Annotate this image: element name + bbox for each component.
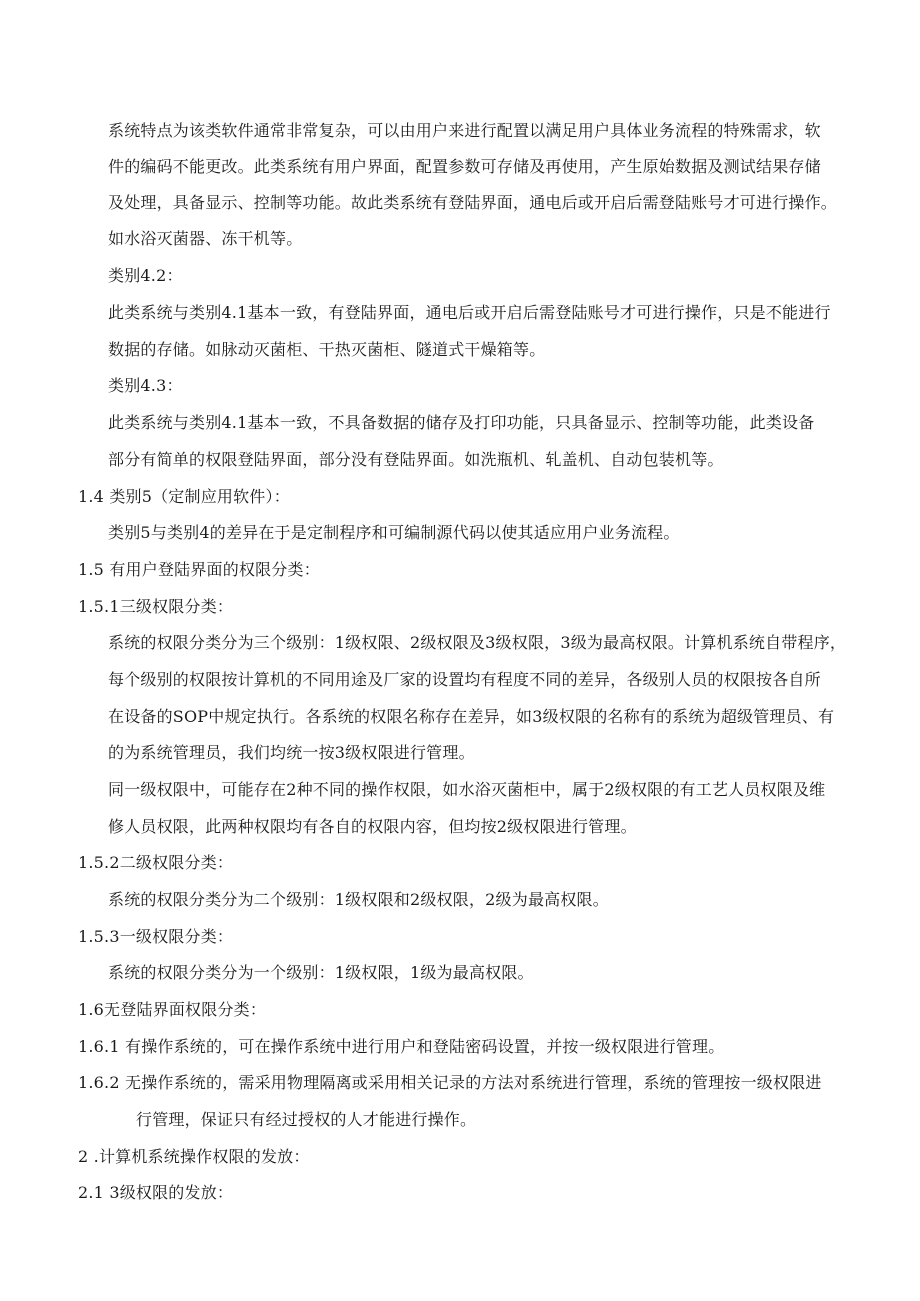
section-heading: 1.4 类别5（定制应用软件）： [78,487,290,506]
paragraph-line: 如水浴灭菌器、冻干机等。 [108,229,303,248]
paragraph-line: 数据的存储。如脉动灭菌柜、干热灭菌柜、隧道式干燥箱等。 [108,340,546,359]
paragraph-line: 系统的权限分类分为二个级别：1级权限和2级权限，2级为最高权限。 [108,890,609,909]
section-heading: 类别4.3： [108,376,183,395]
paragraph-line: 类别5与类别4的差异在于是定制程序和可编制源代码以使其适应用户业务流程。 [108,523,680,542]
paragraph-line: 系统的权限分类分为三个级别：1级权限、2级权限及3级权限，3级为最高权限。计算机系统自带程序， [108,633,847,652]
paragraph-line: 件的编码不能更改。此类系统有用户界面，配置参数可存储及再使用，产生原始数据及测试结果存储 [108,157,821,176]
paragraph-line: 1.6.1 有操作系统的，可在操作系统中进行用户和登陆密码设置，并按一级权限进行管理。 [78,1037,725,1056]
section-heading: 1.5.1三级权限分类： [78,597,234,616]
section-heading: 1.5.2二级权限分类： [78,853,234,872]
paragraph-line: 同一级权限中，可能存在2种不同的操作权限，如水浴灭菌柜中，属于2级权限的有工艺人员权限及维 [108,780,826,799]
section-heading: 2 .计算机系统操作权限的发放： [78,1147,310,1166]
paragraph-line: 的为系统管理员，我们均统一按3级权限进行管理。 [108,743,475,762]
paragraph-line: 及处理，具备显示、控制等功能。故此类系统有登陆界面，通电后或开启后需登陆账号才可进行操作。 [108,193,838,212]
paragraph-line: 此类系统与类别4.1基本一致，不具备数据的储存及打印功能，只具备显示、控制等功能，此类设备 [108,413,815,432]
paragraph-line: 系统的权限分类分为一个级别：1级权限，1级为最高权限。 [108,963,534,982]
paragraph-line: 1.6.2 无操作系统的，需采用物理隔离或采用相关记录的方法对系统进行管理，系统的管理按一级权限进 [78,1073,822,1092]
paragraph-line: 部分有简单的权限登陆界面，部分没有登陆界面。如洗瓶机、轧盖机、自动包装机等。 [108,450,724,469]
section-heading: 1.5.3一级权限分类： [78,927,234,946]
paragraph-line: 系统特点为该类软件通常非常复杂，可以由用户来进行配置以满足用户具体业务流程的特殊需求，软 [108,121,821,140]
section-heading: 1.5 有用户登陆界面的权限分类： [78,560,320,579]
section-heading: 1.6无登陆界面权限分类： [78,1000,267,1019]
paragraph-line: 此类系统与类别4.1基本一致，有登陆界面，通电后或开启后需登陆账号才可进行操作，只是不能进行 [108,303,831,322]
paragraph-line: 行管理，保证只有经过授权的人才能进行操作。 [136,1110,477,1129]
paragraph-line: 在设备的SOP中规定执行。各系统的权限名称存在差异，如3级权限的名称有的系统为超级管理员、有 [108,707,835,726]
section-heading: 类别4.2： [108,266,183,285]
section-heading: 2.1 3级权限的发放： [78,1183,234,1202]
paragraph-line: 修人员权限，此两种权限均有各自的权限内容，但均按2级权限进行管理。 [108,817,637,836]
paragraph-line: 每个级别的权限按计算机的不同用途及厂家的设置均有程度不同的差异，各级别人员的权限按各自所 [108,670,821,689]
